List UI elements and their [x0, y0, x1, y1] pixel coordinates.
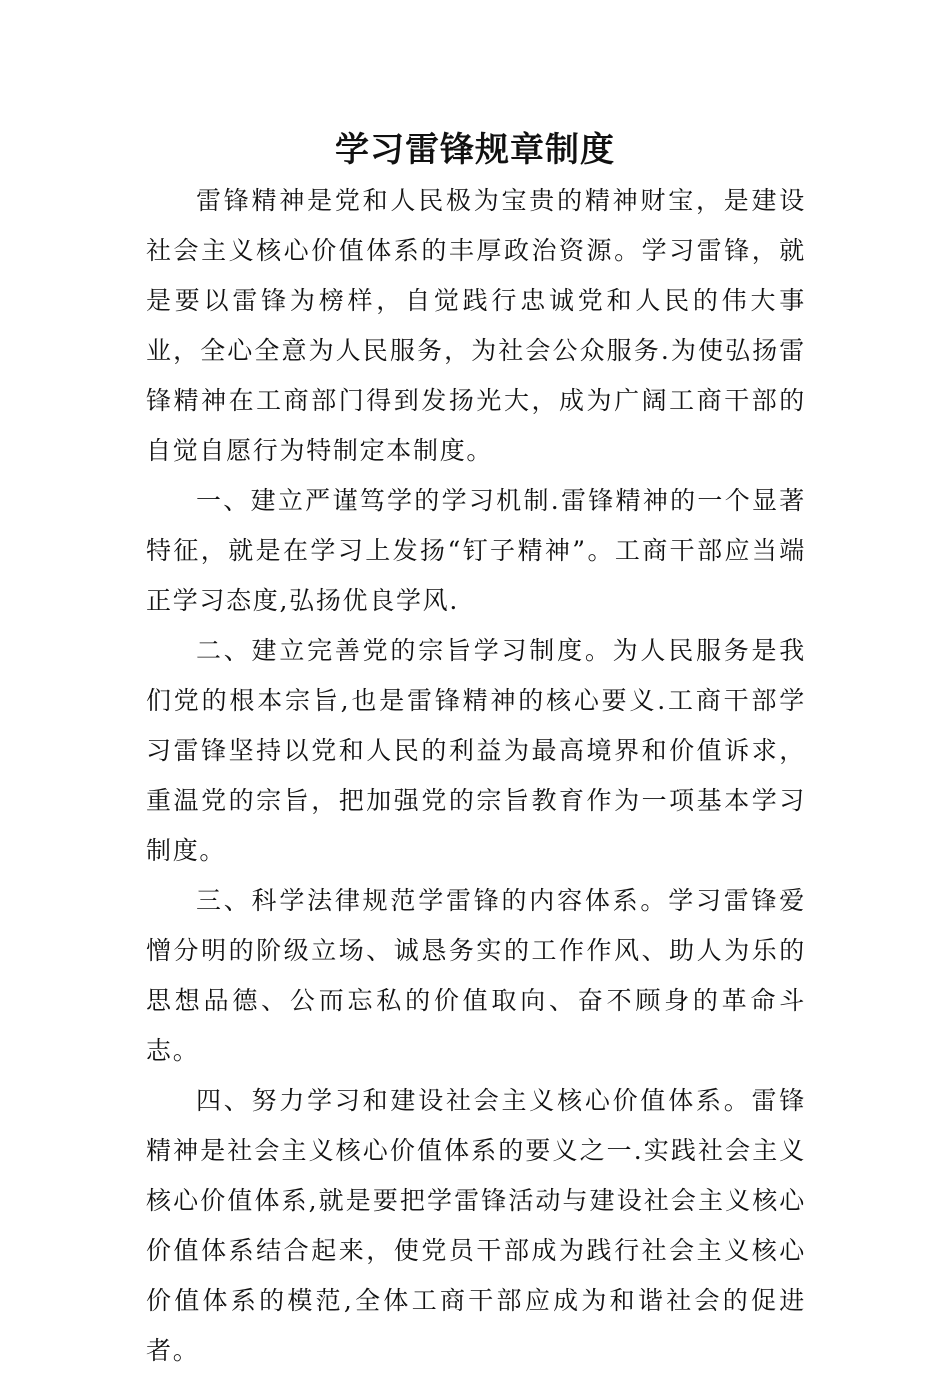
section-4-paragraph: 四、努力学习和建设社会主义核心价值体系。雷锋精神是社会主义核心价值体系的要义之一.实践社会主义核心价值体系,就是要把学雷锋活动与建设社会主义核心价值体系结合起来，使党员干部成为践行社会主义核心价值体系的模范,全体工商干部应成为和谐社会的促进者。 — [146, 1086, 806, 1365]
intro-paragraph: 雷锋精神是党和人民极为宝贵的精神财宝，是建设社会主义核心价值体系的丰厚政治资源。学习雷锋，就是要以雷锋为榜样，自觉践行忠诚党和人民的伟大事业，全心全意为人民服务，为社会公众服务.为使弘扬雷锋精神在工商部门得到发扬光大，成为广阔工商干部的自觉自愿行为特制定本制度。 — [146, 186, 806, 465]
section-1-paragraph: 一、建立严谨笃学的学习机制.雷锋精神的一个显著特征，就是在学习上发扬“钉子精神”。工商干部应当端正学习态度,弘扬优良学风. — [146, 486, 806, 615]
document-body — [146, 176, 806, 1376]
section-2-paragraph: 二、建立完善党的宗旨学习制度。为人民服务是我们党的根本宗旨,也是雷锋精神的核心要义.工商干部学习雷锋坚持以党和人民的利益为最高境界和价值诉求，重温党的宗旨，把加强党的宗旨教育作为一项基本学习制度。 — [146, 636, 806, 865]
document-title: 学习雷锋规章制度 — [335, 130, 615, 170]
section-3-paragraph: 三、科学法律规范学雷锋的内容体系。学习雷锋爱憎分明的阶级立场、诚恳务实的工作作风、助人为乐的思想品德、公而忘私的价值取向、奋不顾身的革命斗志。 — [146, 886, 806, 1065]
